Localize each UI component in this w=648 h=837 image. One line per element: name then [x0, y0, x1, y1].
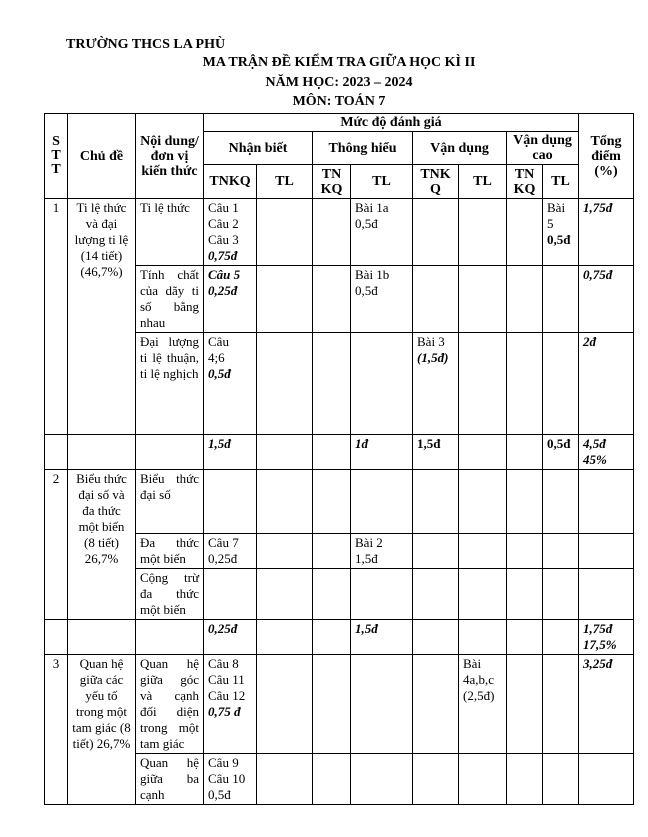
cell-nb-tnkq — [204, 333, 257, 435]
cell-text: Câu 9 — [208, 755, 239, 770]
subtotal-th-tl — [351, 620, 413, 655]
cell-text: 17,5% — [583, 637, 617, 652]
section-number: 1 — [45, 199, 68, 435]
subtotal-nb-tl — [257, 435, 313, 470]
cell-text: 45% — [583, 452, 607, 467]
cell-total — [579, 534, 634, 569]
cell-text: 1,75đ — [583, 621, 613, 636]
cell-text: Câu 11 — [208, 672, 245, 687]
cell-nb-tl — [257, 569, 313, 620]
table-row — [45, 655, 634, 754]
cell-text: 0,75 đ — [208, 704, 241, 719]
cell-vdc-tl — [543, 266, 579, 333]
content-unit: Đa thức một biến — [136, 534, 204, 569]
header-total: Tổng điểm (%) — [579, 114, 634, 199]
cell-text: 5 — [547, 216, 554, 231]
cell-total — [579, 266, 634, 333]
cell-text: 1,5đ — [208, 436, 231, 451]
cell-text: Câu 8 — [208, 656, 239, 671]
subtotal-row — [45, 435, 634, 470]
header-assessment-level: Mức độ đánh giá — [204, 114, 579, 132]
cell-text: 0,5đ — [208, 366, 231, 381]
cell-text: 1,5đ — [355, 551, 378, 566]
header-nb-tnkq: TNKQ — [204, 165, 257, 199]
cell-nb-tl — [257, 534, 313, 569]
school-year: NĂM HỌC: 2023 – 2024 — [265, 75, 413, 90]
cell-total — [579, 569, 634, 620]
cell-nb-tnkq — [204, 655, 257, 754]
cell-vdc-tnkq — [507, 266, 543, 333]
subtotal-total — [579, 435, 634, 470]
cell-vdc-tnkq — [507, 754, 543, 805]
subtotal-vd-tl — [459, 435, 507, 470]
subtotal-row — [45, 620, 634, 655]
subtotal-vdc-tl — [543, 620, 579, 655]
cell-vdc-tnkq — [507, 199, 543, 266]
cell-th-tnkq — [313, 470, 351, 534]
content-unit: Quan hệ giữa ba cạnh — [136, 754, 204, 805]
cell-text: 0,5đ — [208, 787, 231, 802]
section-topic: Ti lệ thức và đại lượng ti lệ (14 tiết) (46,7%) — [68, 199, 136, 435]
cell-total — [579, 470, 634, 534]
cell-vdc-tl — [543, 655, 579, 754]
cell-text: Bài 2 — [355, 535, 383, 550]
cell-text: 1,5đ — [417, 436, 441, 451]
cell-th-tnkq — [313, 266, 351, 333]
cell-nb-tl — [257, 333, 313, 435]
section-topic: Quan hệ giữa các yếu tố trong một tam giác (8 tiết) 26,7% — [68, 655, 136, 805]
cell-text: 0,5đ — [547, 232, 571, 247]
cell-vdc-tnkq — [507, 655, 543, 754]
empty-cell — [45, 435, 68, 470]
cell-vd-tnkq — [413, 470, 459, 534]
subtotal-vd-tnkq — [413, 435, 459, 470]
cell-total — [579, 754, 634, 805]
cell-text: 0,25đ — [208, 551, 238, 566]
subtotal-nb-tnkq — [204, 435, 257, 470]
cell-th-tnkq — [313, 754, 351, 805]
cell-text: Bài — [547, 200, 566, 215]
section-topic: Biểu thức đại số và đa thức một biến (8 tiết) 26,7% — [68, 470, 136, 620]
header-content: Nội dung/đơn vị kiến thức — [136, 114, 204, 199]
cell-text: 0,5đ — [355, 216, 378, 231]
subtotal-vdc-tl — [543, 435, 579, 470]
content-unit: Ti lệ thức — [136, 199, 204, 266]
cell-th-tnkq — [313, 199, 351, 266]
cell-th-tl — [351, 470, 413, 534]
header-vdc-tnkq: TN KQ — [507, 165, 543, 199]
school-name: TRƯỜNG THCS LA PHÙ — [66, 37, 226, 52]
cell-text: Câu 12 — [208, 688, 246, 703]
cell-text: 4,5đ — [583, 436, 606, 451]
subtotal-th-tnkq — [313, 435, 351, 470]
cell-th-tl — [351, 333, 413, 435]
empty-cell — [68, 620, 136, 655]
subtotal-vdc-tnkq — [507, 435, 543, 470]
cell-vdc-tl — [543, 569, 579, 620]
cell-text: 0,5đ — [547, 436, 571, 451]
subtotal-nb-tnkq — [204, 620, 257, 655]
header-vd-tnkq: TNK Q — [413, 165, 459, 199]
cell-total — [579, 199, 634, 266]
header-th-tl: TL — [351, 165, 413, 199]
content-unit: Đại lượng ti lệ thuận, ti lệ nghịch — [136, 333, 204, 435]
subtotal-vd-tnkq — [413, 620, 459, 655]
cell-nb-tl — [257, 655, 313, 754]
header-nb-tl: TL — [257, 165, 313, 199]
cell-vd-tl — [459, 655, 507, 754]
cell-text: Câu 1 — [208, 200, 239, 215]
cell-text: 3,25đ — [583, 656, 613, 671]
cell-text: Câu 5 — [208, 267, 241, 282]
cell-vd-tl — [459, 199, 507, 266]
cell-th-tl — [351, 655, 413, 754]
empty-cell — [136, 435, 204, 470]
cell-th-tl — [351, 199, 413, 266]
subtotal-th-tnkq — [313, 620, 351, 655]
subject-line: MÔN: TOÁN 7 — [292, 94, 386, 109]
cell-total — [579, 655, 634, 754]
subtotal-th-tl — [351, 435, 413, 470]
header-high-application: Vận dụng cao — [507, 132, 579, 165]
subtotal-nb-tl — [257, 620, 313, 655]
cell-th-tnkq — [313, 534, 351, 569]
cell-text: 0,75đ — [208, 248, 238, 263]
cell-vdc-tl — [543, 754, 579, 805]
cell-text: 0,5đ — [355, 283, 378, 298]
header-understanding: Thông hiểu — [313, 132, 413, 165]
cell-vd-tl — [459, 534, 507, 569]
table-row — [45, 470, 634, 534]
cell-vd-tnkq — [413, 754, 459, 805]
cell-th-tnkq — [313, 569, 351, 620]
cell-th-tnkq — [313, 655, 351, 754]
cell-vd-tl — [459, 333, 507, 435]
header-recognition: Nhận biết — [204, 132, 313, 165]
header-stt: S T T — [45, 114, 68, 199]
cell-text: Câu 3 — [208, 232, 239, 247]
cell-vdc-tnkq — [507, 534, 543, 569]
cell-vd-tnkq — [413, 569, 459, 620]
cell-th-tl — [351, 569, 413, 620]
cell-nb-tnkq — [204, 266, 257, 333]
cell-text: Bài — [463, 656, 482, 671]
cell-nb-tl — [257, 199, 313, 266]
cell-vdc-tnkq — [507, 569, 543, 620]
cell-nb-tl — [257, 266, 313, 333]
empty-cell — [68, 435, 136, 470]
cell-text: (1,5đ) — [417, 350, 449, 365]
header-vd-tl: TL — [459, 165, 507, 199]
cell-text: 0,25đ — [208, 283, 238, 298]
subtotal-vd-tl — [459, 620, 507, 655]
cell-text: 4a,b,c — [463, 672, 495, 687]
cell-vdc-tl — [543, 199, 579, 266]
cell-nb-tnkq — [204, 534, 257, 569]
cell-vd-tnkq — [413, 655, 459, 754]
header-topic: Chủ đề — [68, 114, 136, 199]
cell-vdc-tl — [543, 333, 579, 435]
content-unit: Cộng trừ đa thức một biến — [136, 569, 204, 620]
exam-matrix-table — [44, 113, 634, 805]
cell-text: Bài 1b — [355, 267, 390, 282]
cell-th-tl — [351, 266, 413, 333]
cell-nb-tnkq — [204, 470, 257, 534]
cell-text: 0,75đ — [583, 267, 613, 282]
cell-text: 1đ — [355, 436, 368, 451]
cell-text: Câu — [208, 334, 229, 349]
section-number: 3 — [45, 655, 68, 805]
cell-vd-tnkq — [413, 534, 459, 569]
empty-cell — [45, 620, 68, 655]
cell-vd-tl — [459, 754, 507, 805]
subtotal-total — [579, 620, 634, 655]
content-unit: Tính chất của dãy ti số bằng nhau — [136, 266, 204, 333]
cell-vd-tl — [459, 470, 507, 534]
cell-vd-tnkq — [413, 199, 459, 266]
cell-th-tnkq — [313, 333, 351, 435]
cell-text: (2,5đ) — [463, 688, 495, 703]
cell-text: Câu 2 — [208, 216, 239, 231]
cell-nb-tl — [257, 470, 313, 534]
header-application: Vận dụng — [413, 132, 507, 165]
subtotal-vdc-tnkq — [507, 620, 543, 655]
cell-vdc-tnkq — [507, 333, 543, 435]
cell-nb-tnkq — [204, 754, 257, 805]
cell-nb-tnkq — [204, 569, 257, 620]
cell-text: Bài 3 — [417, 334, 445, 349]
content-unit: Biểu thức đại số — [136, 470, 204, 534]
cell-total — [579, 333, 634, 435]
cell-vd-tnkq — [413, 266, 459, 333]
cell-text: Câu 10 — [208, 771, 246, 786]
table-row — [45, 199, 634, 266]
cell-th-tl — [351, 534, 413, 569]
content-unit: Quan hệ giữa góc và cạnh đối diện trong một tam giác — [136, 655, 204, 754]
cell-text: 1,5đ — [355, 621, 378, 636]
header-vdc-tl: TL — [543, 165, 579, 199]
cell-vd-tl — [459, 569, 507, 620]
header-th-tnkq: TN KQ — [313, 165, 351, 199]
cell-vdc-tl — [543, 470, 579, 534]
cell-text: Bài 1a — [355, 200, 389, 215]
cell-vd-tnkq — [413, 333, 459, 435]
cell-nb-tnkq — [204, 199, 257, 266]
cell-vd-tl — [459, 266, 507, 333]
document-title: MA TRẬN ĐỀ KIỂM TRA GIỮA HỌC KÌ II — [202, 55, 476, 70]
section-number: 2 — [45, 470, 68, 620]
empty-cell — [136, 620, 204, 655]
cell-text: 1,75đ — [583, 200, 613, 215]
cell-th-tl — [351, 754, 413, 805]
cell-nb-tl — [257, 754, 313, 805]
cell-text: 4;6 — [208, 350, 225, 365]
cell-text: Câu 7 — [208, 535, 239, 550]
cell-vdc-tl — [543, 534, 579, 569]
cell-vdc-tnkq — [507, 470, 543, 534]
cell-text: 2đ — [583, 334, 596, 349]
cell-text: 0,25đ — [208, 621, 238, 636]
